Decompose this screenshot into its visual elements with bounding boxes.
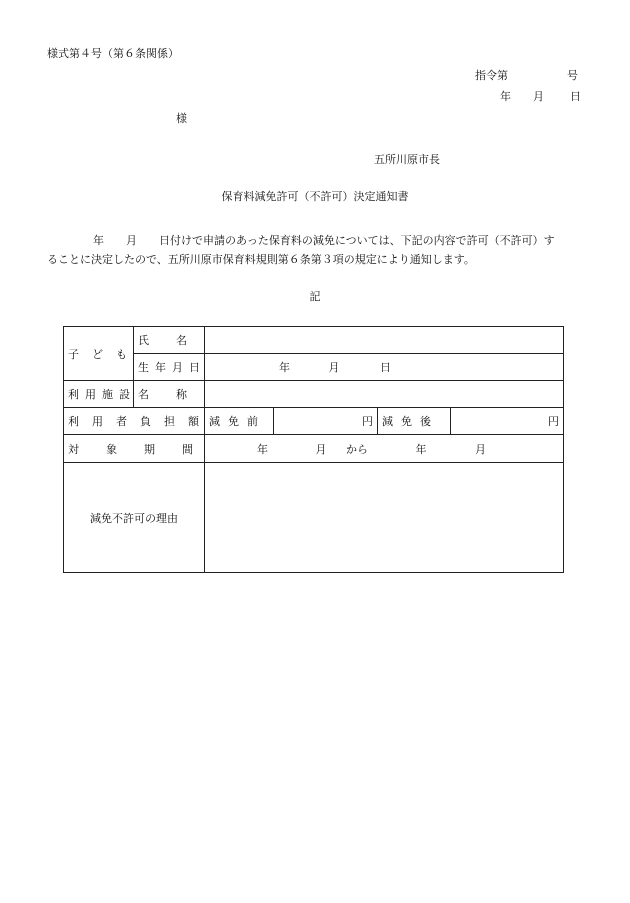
- doc-number-prefix: 指令第: [475, 69, 508, 82]
- before-label: 減免前: [205, 408, 274, 435]
- burden-label: 利用者負担額: [64, 408, 205, 435]
- body-line-1: 年 月 日付けで申請のあった保育料の減免については、下記の内容で許可（不許可）す: [93, 234, 555, 247]
- period-label: 対象期間: [64, 435, 205, 463]
- issuer: 五所川原市長: [374, 153, 440, 166]
- period-year-2: 年: [415, 442, 427, 456]
- table-row: [64, 327, 564, 354]
- issue-date-month: 月: [533, 90, 544, 103]
- period-year-1: 年: [257, 442, 268, 456]
- body-line-2: ることに決定したので、五所川原市保育料規則第６条第３項の規定により通知します。: [47, 253, 475, 266]
- before-unit: 円: [274, 408, 378, 435]
- document-title: 保育料減免許可（不許可）決定通知書: [221, 190, 409, 203]
- table-row: [64, 381, 564, 408]
- birth-year: 年: [279, 361, 290, 374]
- ki-heading: 記: [309, 290, 321, 303]
- addressee: 様: [176, 112, 187, 125]
- child-label: 子ども: [64, 327, 134, 381]
- after-label: 減免後: [378, 408, 451, 435]
- after-unit: 円: [451, 408, 564, 435]
- table-row: [64, 408, 564, 435]
- body-text: [47, 231, 587, 269]
- birth-day: 日: [380, 361, 391, 374]
- table-row: [64, 435, 564, 463]
- facility-name-label: 名称: [134, 381, 205, 408]
- name-label: 氏名: [134, 327, 205, 354]
- period-month-2: 月: [475, 442, 486, 456]
- doc-number-suffix: 号: [567, 69, 578, 82]
- period-from: から: [346, 442, 368, 456]
- reason-label: 減免不許可の理由: [64, 463, 205, 573]
- period-value: [205, 435, 564, 463]
- issue-date-day: 日: [570, 90, 581, 103]
- birth-label: 生年月日: [134, 354, 205, 381]
- reason-value: [205, 463, 564, 573]
- birth-month: 月: [328, 361, 340, 374]
- form-number: 様式第４号（第６条関係）: [47, 47, 179, 60]
- facility-label: 利用施設: [64, 381, 134, 408]
- record-table: [63, 326, 564, 573]
- table-row: [64, 463, 564, 573]
- issue-date-year: 年: [500, 90, 511, 103]
- period-month-1: 月: [315, 442, 327, 456]
- name-value: [205, 327, 564, 354]
- facility-name-value: [205, 381, 564, 408]
- birth-value: [205, 354, 564, 381]
